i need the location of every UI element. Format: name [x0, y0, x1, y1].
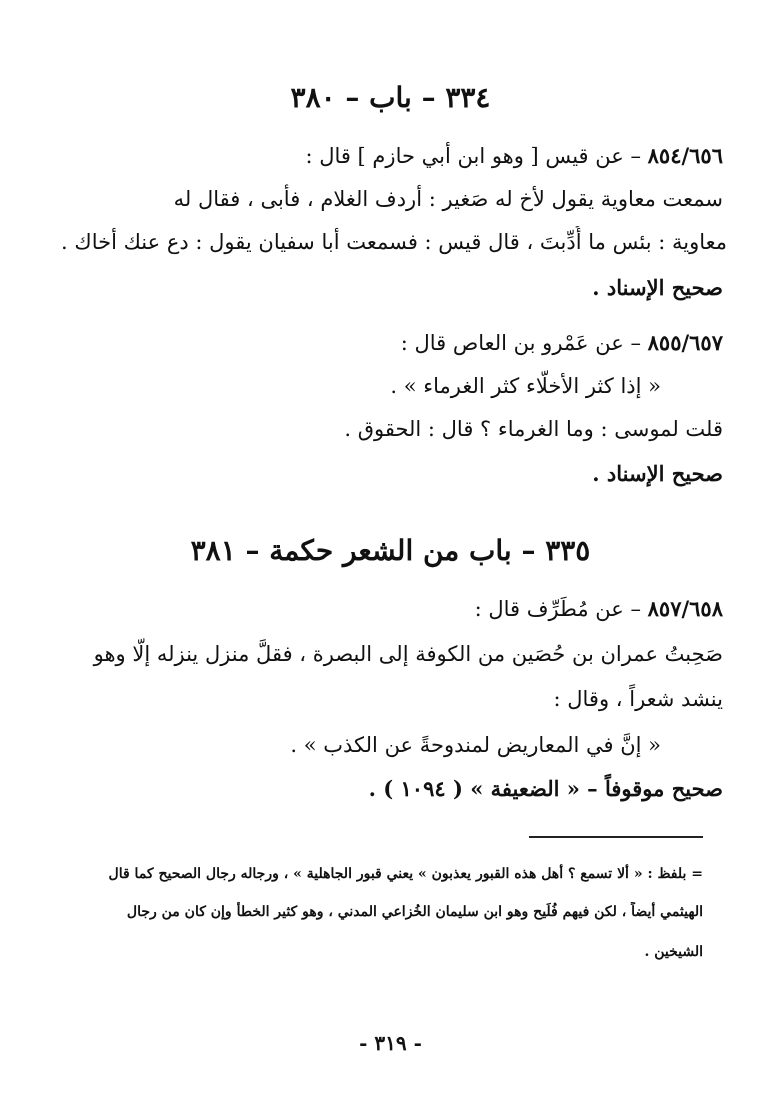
footnote-line-1: = بلفظ : « ألا تسمع ؟ أهل هذه القبور يعذبون » يعني قبور الجاهلية » ، ورجاله رجال الصحيح كما قال [108, 866, 703, 882]
page-number: - ٣١٩ - [359, 1031, 422, 1055]
chapter-heading-335: ٣٣٥ – باب من الشعر حكمة – ٣٨١ [190, 534, 591, 567]
hadith-656-line-2: سمعت معاوية يقول لأخ له صَغير : أردف الغلام ، فأبى ، فقال له [173, 187, 723, 211]
hadith-658-line-4: « إنَّ في المعاريض لمندوحةً عن الكذب » . [290, 733, 661, 757]
hadith-657-grade: صحيح الإسناد . [592, 461, 723, 486]
hadith-657-line-3: قلت لموسى : وما الغرماء ؟ قال : الحقوق . [344, 417, 723, 441]
hadith-657-number: ٨٥٥/٦٥٧ [647, 330, 723, 355]
hadith-656-intro: – عن قيس [ وهو ابن أبي حازم ] قال : [305, 144, 641, 168]
hadith-657-intro: – عن عَمْرو بن العاص قال : [400, 331, 641, 355]
hadith-656-line-3: معاوية : بئس ما أُدِّبتَ ، قال قيس : فسمعت أبا سفيان يقول : دع عنك أخاك . [61, 230, 727, 254]
hadith-657-line-1 [60, 327, 723, 359]
footnote-line-3: الشيخين . [644, 944, 703, 960]
hadith-658-line-2: صَحِبتُ عمران بن حُصَين من الكوفة إلى البصرة ، فقلَّ منزل ينزله إلّا وهو [93, 642, 723, 666]
hadith-657-line-2: « إذا كثر الأخلّاء كثر الغرماء » . [390, 374, 661, 398]
hadith-656-number: ٨٥٤/٦٥٦ [647, 143, 723, 168]
hadith-656-line-1 [60, 140, 723, 172]
hadith-658-line-3: ينشد شعراً ، وقال : [553, 687, 723, 711]
chapter-heading-334: ٣٣٤ – باب – ٣٨٠ [290, 81, 491, 114]
hadith-656-grade: صحيح الإسناد . [592, 275, 723, 300]
footnote-separator [529, 836, 703, 838]
hadith-658-grade: صحيح موقوفاً – « الضعيفة » ( ١٠٩٤ ) . [368, 776, 723, 801]
footnote-line-2: الهيثمي أيضاً ، لكن فيهم فُلَيح وهو ابن سليمان الخُزاعي المدني ، وهو كثير الخطأ وإن كان من رجال [126, 904, 703, 920]
hadith-658-line-1 [60, 593, 723, 625]
hadith-658-number: ٨٥٧/٦٥٨ [647, 596, 723, 621]
hadith-658-intro: – عن مُطَرِّف قال : [474, 597, 641, 621]
